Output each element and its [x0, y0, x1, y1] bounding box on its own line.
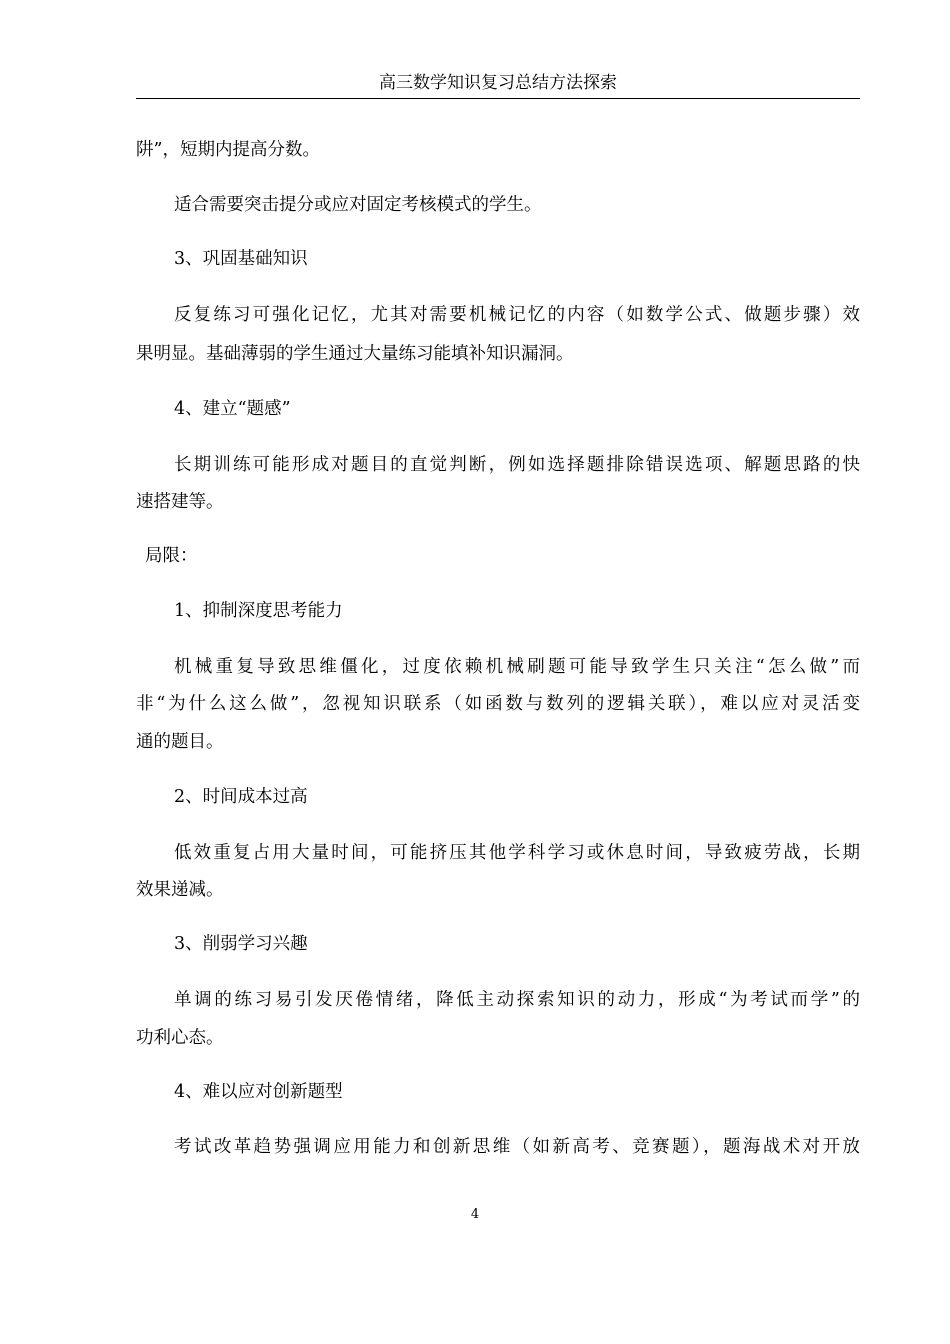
- section-heading: 3、削弱学习兴趣: [174, 934, 308, 954]
- section-heading: 1、抑制深度思考能力: [174, 601, 343, 621]
- body-line: 反复练习可强化记忆，尤其对需要机械记忆的内容（如数学公式、做题步骤）效: [174, 305, 860, 325]
- body-line: 速搭建等。: [136, 492, 224, 512]
- page-number: 4: [470, 1207, 480, 1222]
- page-header: [136, 70, 860, 99]
- body-line: 适合需要突击提分或应对固定考核模式的学生。: [174, 195, 542, 215]
- header-title: 高三数学知识复习总结方法探索: [379, 73, 617, 93]
- body-line: 机械重复导致思维僵化，过度依赖机械刷题可能导致学生只关注“怎么做”而: [174, 657, 860, 677]
- body-line: 功利心态。: [136, 1028, 224, 1048]
- section-heading: 3、巩固基础知识: [174, 249, 308, 269]
- subsection-label: 局限：: [145, 546, 198, 566]
- body-line: 通的题目。: [136, 732, 224, 752]
- body-line: 低效重复占用大量时间，可能挤压其他学科学习或休息时间，导致疲劳战，长期: [174, 843, 860, 863]
- body-line: 非“为什么这么做”，忽视知识联系（如函数与数列的逻辑关联），难以应对灵活变: [136, 694, 860, 714]
- body-line: 阱”，短期内提高分数。: [136, 140, 320, 160]
- body-line: 考试改革趋势强调应用能力和创新思维（如新高考、竞赛题），题海战术对开放: [174, 1137, 860, 1157]
- section-heading: 4、难以应对创新题型: [174, 1082, 343, 1102]
- section-heading: 2、时间成本过高: [174, 787, 308, 807]
- body-line: 长期训练可能形成对题目的直觉判断，例如选择题排除错误选项、解题思路的快: [174, 455, 860, 475]
- body-line: 效果递减。: [136, 880, 224, 900]
- section-heading: 4、建立“题感”: [174, 399, 291, 419]
- body-line: 单调的练习易引发厌倦情绪，降低主动探索知识的动力，形成“为考试而学”的: [174, 990, 860, 1010]
- body-line: 果明显。基础薄弱的学生通过大量练习能填补知识漏洞。: [136, 344, 574, 364]
